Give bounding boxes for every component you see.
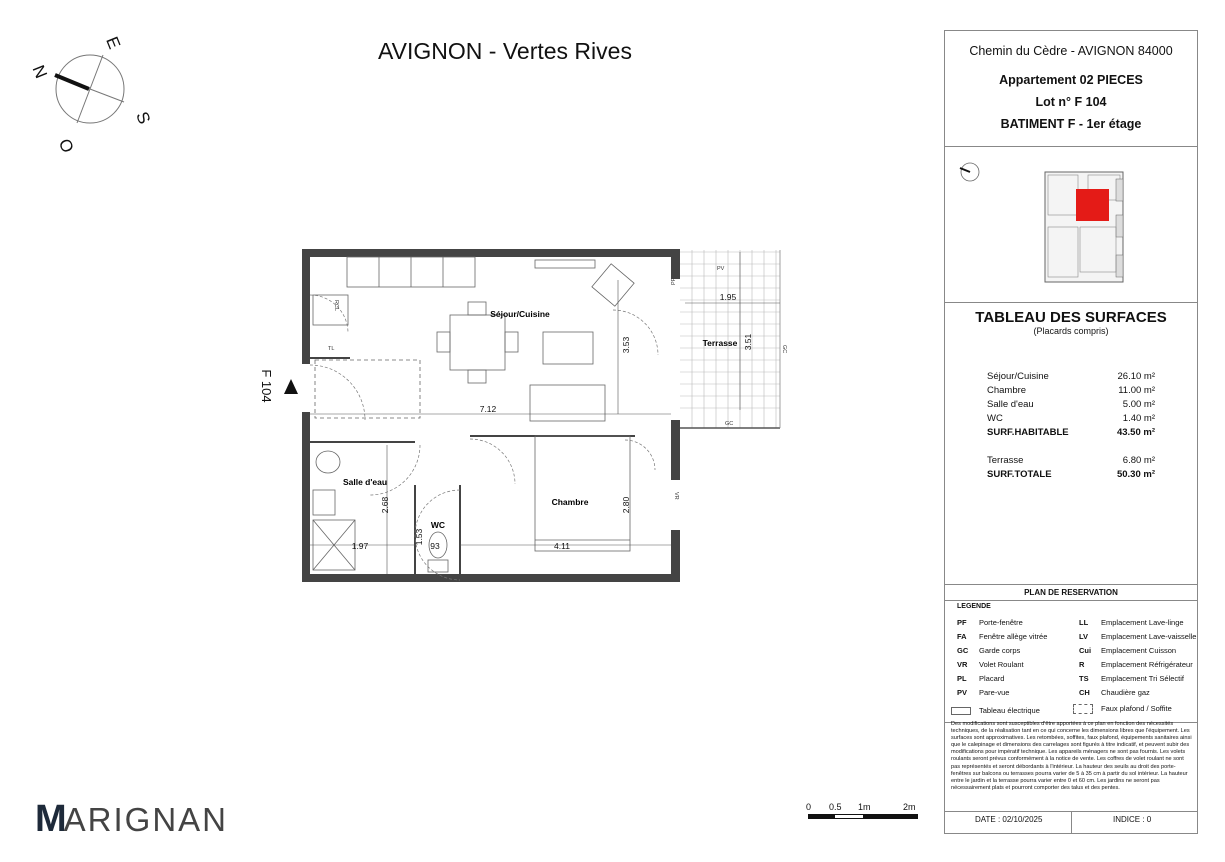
scale-0: 0 <box>806 802 812 812</box>
surface-row: Séjour/Cuisine 26.10 m² <box>987 371 1155 382</box>
footer-date: DATE : 02/10/2025 <box>975 815 1043 824</box>
building-floor: BATIMENT F - 1er étage <box>1000 117 1142 131</box>
dim-2-80: 2.80 <box>621 496 631 514</box>
scale-05: 0.5 <box>829 802 842 812</box>
dim-7-12: 7.12 <box>479 404 497 414</box>
footer-separator <box>1071 811 1072 833</box>
dim-3-53: 3.53 <box>621 336 631 354</box>
code-pv: PV <box>717 266 725 272</box>
logo-text: ARIGNAN <box>63 801 229 838</box>
disclaimer-text: Des modifications sont susceptibles d'être apportées à ce plan en fonction des nécessités techniques, de la réalisation tant en ce qui concerne les dimensions libres que l'équipement. Les surfaces sont approximatives. Les retombées, soffites, faux plafond, équipements sanitaires ainsi que le calepinage et dimensions des carrelages sont figurés à titre indicatif, et peuvent subir des modifications pour impératif technique. Les appareils ménagers ne sont pas fournis. Les volets roulants seront prévus conformément à la notice de vente. Les coffres de volet roulant ne sont pas représentés et seront débordants à l'intérieur. La hauteur des seuils au droit des porte-fenêtres sur balcons ou terrasses pourra varier de 5 à 35 cm à partir du sol intérieur. La hauteur entre le jardin et la terrasse pourra varier entre 0 et 60 cm. Les jardins ne seront pas nécessairement plats et pourront comporter des talus et des pentes. <box>951 721 1192 791</box>
compass-o: O <box>54 136 78 156</box>
code-tl: TL <box>328 346 335 352</box>
code-pf: PF <box>671 277 677 285</box>
surface-row: Chambre 11.00 m² <box>987 385 1155 396</box>
compass-s: S <box>132 108 155 127</box>
dim-4-11: 4.11 <box>554 541 570 551</box>
dim-93: 93 <box>430 541 440 551</box>
project-title: AVIGNON - Vertes Rives <box>378 38 632 64</box>
surface-row: WC 1.40 m² <box>987 413 1155 424</box>
legend-item: VR Volet Roulant <box>957 660 1024 669</box>
legend-item: GC Garde corps <box>957 646 1021 655</box>
dim-2-68: 2.68 <box>380 496 390 514</box>
info-panel <box>944 30 1198 834</box>
legend-item: PV Pare-vue <box>957 688 1010 697</box>
lot-number: Lot n° F 104 <box>1035 95 1107 109</box>
legend-item: PL Placard <box>957 674 1005 683</box>
code-vr: VR <box>673 492 679 500</box>
legend-item: Faux plafond / Soffite <box>1073 704 1172 714</box>
code-gc-terrace: GC <box>725 421 734 427</box>
electrical-panel-icon <box>951 707 971 715</box>
surface-row-total-habitable: SURF.HABITABLE 43.50 m² <box>987 427 1155 438</box>
highlighted-lot <box>1076 189 1109 221</box>
header-block <box>945 31 1197 147</box>
legend-item: CH Chaudière gaz <box>1079 688 1150 697</box>
building-locator-plan <box>1040 167 1130 287</box>
marignan-logo <box>35 798 228 841</box>
label-sejour: Séjour/Cuisine <box>490 309 550 319</box>
dim-1-53: 1.53 <box>414 528 424 546</box>
scale-1m: 1m <box>858 802 871 812</box>
logo-mark: M <box>35 798 64 840</box>
dim-1-95: 1.95 <box>719 292 737 302</box>
legend-item: LL Emplacement Lave-linge <box>1079 618 1184 627</box>
surface-row: Terrasse 6.80 m² <box>987 455 1155 466</box>
code-rcl: RCL <box>333 300 339 312</box>
legend-item: TS Emplacement Tri Sélectif <box>1079 674 1184 683</box>
legend-item: PF Porte-fenêtre <box>957 618 1023 627</box>
legend-item: Tableau électrique <box>951 706 1040 715</box>
code-gc-side: GC <box>781 345 787 354</box>
scale-bar <box>806 802 921 822</box>
soffit-icon <box>1073 704 1093 714</box>
small-compass-icon <box>955 157 985 187</box>
dim-3-51: 3.51 <box>743 333 753 351</box>
compass-n: N <box>28 62 51 82</box>
surface-row: Salle d'eau 5.00 m² <box>987 399 1155 410</box>
surfaces-subtitle: (Placards compris) <box>1033 326 1109 336</box>
scale-2m: 2m <box>903 802 916 812</box>
surfaces-title: TABLEAU DES SURFACES <box>975 309 1167 326</box>
apartment-type: Appartement 02 PIECES <box>999 73 1143 87</box>
legend-item: LV Emplacement Lave-vaisselle <box>1079 632 1197 641</box>
footer-index: INDICE : 0 <box>1113 815 1152 824</box>
compass <box>25 28 160 163</box>
label-chambre: Chambre <box>551 497 589 507</box>
compass-rose-icon <box>25 28 160 163</box>
compass-e: E <box>102 33 125 52</box>
label-terrasse: Terrasse <box>702 338 738 348</box>
lot-side-label: F 104 <box>259 369 274 403</box>
legend-item: Cui Emplacement Cuisson <box>1079 646 1177 655</box>
legend-title: LEGENDE <box>957 603 991 610</box>
surfaces-block <box>945 309 1197 585</box>
kitchen-units <box>313 257 634 572</box>
label-wc: WC <box>430 520 446 530</box>
floor-plan <box>295 240 805 590</box>
address: Chemin du Cèdre - AVIGNON 84000 <box>969 44 1173 58</box>
locator-block <box>945 147 1197 303</box>
legend-item: FA Fenêtre allège vitrée <box>957 632 1048 641</box>
surface-row-total: SURF.TOTALE 50.30 m² <box>987 469 1155 480</box>
dim-1-97: 1.97 <box>351 541 369 551</box>
walls <box>302 249 680 582</box>
label-salle-eau: Salle d'eau <box>342 477 388 487</box>
reservation-title: PLAN DE RESERVATION <box>945 585 1197 601</box>
legend-item: R Emplacement Réfrigérateur <box>1079 660 1193 669</box>
